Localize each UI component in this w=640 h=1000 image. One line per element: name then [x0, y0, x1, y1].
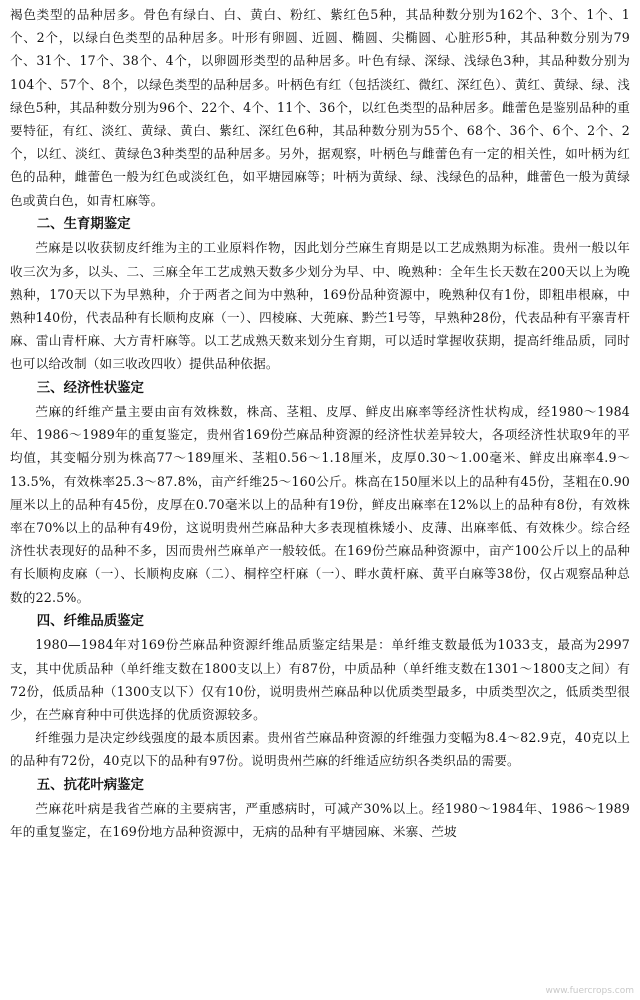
watermark: www.fuercrops.com [545, 986, 634, 996]
section-heading-growth-period: 二、生育期鉴定 [36, 216, 131, 232]
section-heading-economic-traits: 三、经济性状鉴定 [36, 380, 144, 396]
paragraph-fiber-count: 1980—1984年对169份苎麻品种资源纤维品质鉴定结果是：单纤维支数最低为1033支，最高为2997支，其中优质品种（单纤维支数在1800支以上）有87份，中质品种（单纤维支数在1301～1800支之间）有72份，低质品种（1300支以下）仅有10份，说明贵州苎麻品种以优质类型最多，中质类型次之，低质类型很少，在苎麻育种中可供选择的优质资源较多。 [10, 637, 630, 722]
paragraph-leaf-color-traits: 褐色类型的品种居多。骨色有绿白、白、黄白、粉红、紫红色5种，其品种数分别为162个、3个、1个、1个、2个，以绿白色类型的品种居多。叶形有卵圆、近圆、椭圆、尖椭圆、心脏形5种，其品种数分别为79个、31个、17个、38个、4个，以卵圆形类型的品种居多。叶色有绿、深绿、浅绿色3种，其品种数分别为104个、57个、8个，以绿色类型的品种居多。叶柄色有红（包括淡红、微红、深红色）、黄红、黄绿、绿、浅绿色5种，其品种数分别为96个、22个、4个、11个、36个，以红色类型的品种居多。雌蕾色是鉴别品种的重要特征，有红、淡红、黄绿、黄白、紫红、深红色6种，其品种数分别为55个、68个、36个、6个、2个、2个，以红、淡红、黄绿色3种类型的品种居多。另外，据观察，叶柄色与雌蕾色有一定的相关性，如叶柄为红色的品种，雌蕾色一般为红色或淡红色，如平塘园麻等；叶柄为黄绿、绿、浅绿色的品种，雌蕾色一般为黄绿色或黄白色，如青杠麻等。 [10, 7, 630, 208]
paragraph-mosaic-resistance: 苎麻花叶病是我省苎麻的主要病害，严重感病时，可减产30%以上。经1980～1984年、1986～1989年的重复鉴定，在169份地方品种资源中，无病的品种有平塘园麻、米寨、苎坡 [10, 801, 630, 840]
paragraph-growth-period: 苎麻是以收获韧皮纤维为主的工业原料作物，因此划分苎麻生育期是以工艺成熟期为标准。贵州一般以年收三次为多，以头、二、三麻全年工艺成熟天数多少划分为早、中、晚熟种：全年生长天数在200天以上为晚熟种，170天以下为早熟种，介于两者之间为中熟种，169份品种资源中，晚熟种仅有1份，即粗串根麻，中熟种140份，代表品种有长顺枸皮麻（一）、四棱麻、大蔸麻、黔苎1号等，早熟种28份，代表品种有平寨青杆麻、雷山青杆麻、大方青杆麻等。以工艺成熟天数来划分生育期，可以适时掌握收获期，提高纤维品质，同时也可以给改制（如三收改四收）提供品种依据。 [10, 240, 630, 372]
paragraph-economic-traits: 苎麻的纤维产量主要由亩有效株数，株高、茎粗、皮厚、鲜皮出麻率等经济性状构成，经1980～1984年、1986～1989年的重复鉴定，贵州省169份苎麻品种资源的经济性状差异较大，各项经济性状取9年的平均值，其变幅分别为株高77～189厘米、茎粗0.56～1.18厘米，皮厚0.30～1.00毫米、鲜皮出麻率4.9～13.5%，有效株率25.3～87.8%，亩产纤维25～160公斤。株高在150厘米以上的品种有45份，茎粗在0.90厘米以上的品种有45份，皮厚在0.70毫米以上的品种有19份，鲜皮出麻率在12%以上的品种有8份，有效株率在70%以上的品种有49份，这说明贵州苎麻品种大多表现植株矮小、皮薄、出麻率低、有效株少。综合经济性状表现好的品种不多，因而贵州苎麻单产一般较低。在169份苎麻品种资源中，亩产100公斤以上的品种有长顺枸皮麻（一）、长顺枸皮麻（二）、桐梓空杆麻（一）、畔水黄杆麻、黄平白麻等38份，仅占观察品种总数的22.5%。 [10, 404, 630, 605]
section-heading-fiber-quality: 四、纤维品质鉴定 [36, 613, 144, 629]
paragraph-fiber-strength: 纤维强力是决定纱线强度的最本质因素。贵州省苎麻品种资源的纤维强力变幅为8.4～82.9克，40克以上的品种有72份，40克以下的品种有97份。说明贵州苎麻的纤维适应纺织各类织品的需要。 [10, 730, 630, 769]
section-heading-mosaic-resistance: 五、抗花叶病鉴定 [36, 777, 144, 793]
